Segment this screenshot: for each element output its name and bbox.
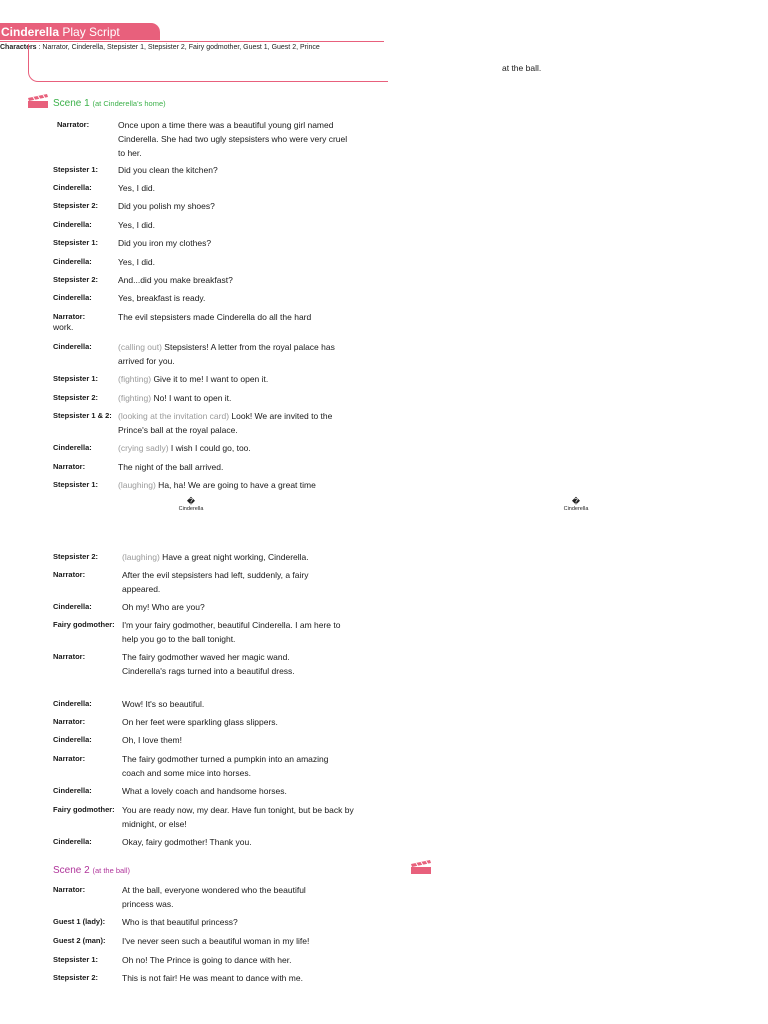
speaker-label: Narrator:: [53, 885, 86, 894]
dialogue-text: Did you clean the kitchen?: [118, 165, 218, 175]
dialogue-text: Oh my! Who are you?: [122, 602, 205, 612]
stage-direction: (fighting): [118, 374, 152, 384]
dialogue-text: This is not fair! He was meant to dance with me.: [122, 973, 303, 983]
dialogue-text: Yes, I did.: [118, 257, 156, 267]
scene-2-heading: Scene 2 (at the ball): [53, 865, 131, 876]
dialogue-text: I'm your fairy godmother, beautiful Cinderella. I am here to help you go to the ball tonight.: [122, 620, 341, 644]
dialogue-text: What a lovely coach and handsome horses.: [122, 786, 287, 796]
clapperboard-icon: [27, 94, 49, 107]
right-column-note: at the ball.: [502, 63, 542, 73]
dialogue-text: Did you polish my shoes?: [118, 201, 215, 211]
speaker-label: Stepsister 1:: [53, 165, 99, 174]
speaker-label: Cinderella:: [53, 342, 92, 351]
dialogue-text: Yes, I did.: [118, 183, 156, 193]
stage-direction: (laughing): [122, 552, 160, 562]
dialogue-text: (crying sadly) I wish I could go, too.: [118, 443, 251, 453]
speaker-label: Stepsister 1:: [53, 238, 99, 247]
speaker-label: Cinderella:: [53, 735, 92, 744]
speaker-label: Cinderella:: [53, 293, 92, 302]
speaker-label: Narrator:: [53, 312, 86, 321]
speaker-label: Cinderella:: [53, 602, 92, 611]
speaker-label: Cinderella:: [53, 183, 92, 192]
speaker-label: Guest 1 (lady):: [53, 917, 106, 926]
scene-1-heading: Scene 1 (at Cinderella's home): [53, 98, 166, 109]
speaker-label: Cinderella:: [53, 837, 92, 846]
dialogue-text: Who is that beautiful princess?: [122, 917, 238, 927]
header-bracket: [28, 44, 388, 82]
dialogue-text: (fighting) No! I want to open it.: [118, 393, 232, 403]
characters-list: Characters : Narrator, Cinderella, Stepsister 1, Stepsister 2, Fairy godmother, Guest 1, Guest 2, Prince: [0, 44, 320, 51]
clapperboard-icon: [410, 860, 432, 873]
title-rule: [0, 41, 384, 42]
dialogue-text: (fighting) Give it to me! I want to open it.: [118, 374, 269, 384]
stage-direction: (laughing): [118, 480, 156, 490]
stage-direction: (crying sadly): [118, 443, 169, 453]
dialogue-text: On her feet were sparkling glass slippers.: [122, 717, 278, 727]
dialogue-text: After the evil stepsisters had left, suddenly, a fairy appeared.: [122, 570, 309, 594]
speaker-label: Narrator:: [53, 652, 86, 661]
speaker-label: Stepsister 2:: [53, 275, 99, 284]
speaker-label: Cinderella:: [53, 699, 92, 708]
stage-direction: (calling out): [118, 342, 162, 352]
dialogue-text: The fairy godmother waved her magic wand. Cinderella's rags turned into a beautiful dress.: [122, 652, 295, 676]
stage-direction: (fighting): [118, 393, 152, 403]
speaker-label: Stepsister 1:: [53, 955, 99, 964]
missing-image-placeholder: � Cinderella: [178, 497, 204, 512]
speaker-label: Guest 2 (man):: [53, 936, 106, 945]
speaker-label: Stepsister 1:: [53, 480, 99, 489]
dialogue-text: Yes, I did.: [118, 220, 156, 230]
speaker-label: Narrator:: [53, 570, 86, 579]
speaker-label: Narrator:: [53, 754, 86, 763]
speaker-label: Cinderella:: [53, 220, 92, 229]
speaker-label: Fairy godmother:: [53, 805, 115, 814]
speaker-label: Cinderella:: [53, 443, 92, 452]
dialogue-text: Did you iron my clothes?: [118, 238, 212, 248]
dialogue-text: The evil stepsisters made Cinderella do all the hard: [118, 312, 312, 322]
dialogue-text: (laughing) Have a great night working, Cinderella.: [122, 552, 309, 562]
dialogue-text: (calling out) Stepsisters! A letter from the royal palace has arrived for you.: [118, 342, 335, 366]
dialogue-text: Oh no! The Prince is going to dance with her.: [122, 955, 292, 965]
speaker-label: Stepsister 1:: [53, 374, 99, 383]
dialogue-text: Okay, fairy godmother! Thank you.: [122, 837, 252, 847]
missing-image-placeholder: � Cinderella: [563, 497, 589, 512]
speaker-label: Cinderella:: [53, 786, 92, 795]
speaker-label: Stepsister 2:: [53, 201, 99, 210]
dialogue-text: Wow! It's so beautiful.: [122, 699, 205, 709]
speaker-label: Narrator:: [53, 462, 86, 471]
speaker-label-wrap: work.: [53, 322, 74, 332]
speaker-label: Stepsister 2:: [53, 552, 99, 561]
stage-direction: (looking at the invitation card): [118, 411, 230, 421]
speaker-label: Stepsister 1 & 2:: [53, 411, 112, 420]
dialogue-text: The fairy godmother turned a pumpkin into an amazing coach and some mice into horses.: [122, 754, 329, 778]
dialogue-text: (laughing) Ha, ha! We are going to have a great time: [118, 480, 316, 490]
dialogue-text: At the ball, everyone wondered who the beautiful princess was.: [122, 885, 306, 909]
speaker-label: Cinderella:: [53, 257, 92, 266]
speaker-label: Stepsister 2:: [53, 393, 99, 402]
dialogue-text: Yes, breakfast is ready.: [118, 293, 206, 303]
dialogue-text: And...did you make breakfast?: [118, 275, 233, 285]
dialogue-text: The night of the ball arrived.: [118, 462, 224, 472]
speaker-label: Narrator:: [53, 717, 86, 726]
dialogue-text: I've never seen such a beautiful woman in my life!: [122, 936, 310, 946]
speaker-label: Stepsister 2:: [53, 973, 99, 982]
dialogue-text: Oh, I love them!: [122, 735, 182, 745]
dialogue-text: Once upon a time there was a beautiful young girl named Cinderella. She had two ugly stepsisters who were very cruel to her.: [118, 120, 348, 158]
dialogue-text: (looking at the invitation card) Look! We are invited to the Prince's ball at the royal palace.: [118, 411, 333, 435]
speaker-label: Fairy godmother:: [53, 620, 115, 629]
speaker-label: Narrator:: [57, 120, 90, 129]
dialogue-text: You are ready now, my dear. Have fun tonight, but be back by midnight, or else!: [122, 805, 354, 829]
page-title: Cinderella Play Script: [1, 25, 120, 39]
